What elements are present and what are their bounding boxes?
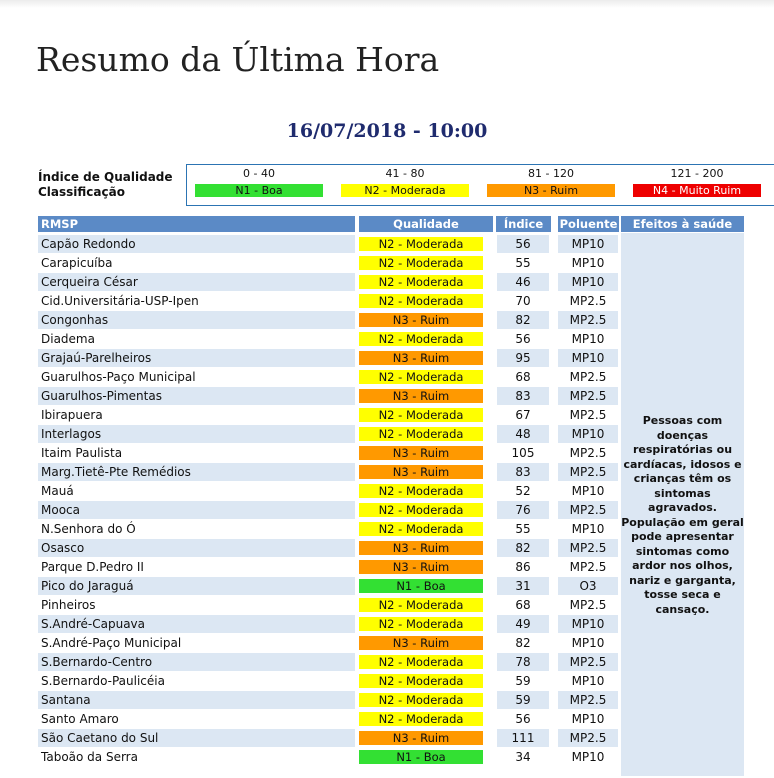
quality-cell	[358, 406, 488, 424]
quality-badge: N2 - Moderada	[359, 408, 483, 422]
quality-badge: N2 - Moderada	[359, 294, 483, 308]
pollutant-value: MP10	[558, 235, 618, 253]
pollutant-value: MP10	[558, 425, 618, 443]
quality-cell	[358, 254, 488, 272]
station-name: Interlagos	[38, 425, 355, 443]
legend-range-3: 81 - 120	[528, 167, 574, 180]
pollutant-value: MP2.5	[558, 463, 618, 481]
station-name: Mauá	[38, 482, 355, 500]
station-name: São Caetano do Sul	[38, 729, 355, 747]
quality-cell	[358, 273, 488, 291]
quality-cell	[358, 672, 488, 690]
quality-badge: N1 - Boa	[359, 579, 483, 593]
station-name: N.Senhora do Ó	[38, 520, 355, 538]
quality-badge: N2 - Moderada	[359, 370, 483, 384]
legend-range-4: 121 - 200	[670, 167, 724, 180]
station-name: Osasco	[38, 539, 355, 557]
station-name: Taboão da Serra	[38, 748, 355, 766]
pollutant-value: MP2.5	[558, 406, 618, 424]
station-name: Ibirapuera	[38, 406, 355, 424]
station-name: Carapicuíba	[38, 254, 355, 272]
station-name: Itaim Paulista	[38, 444, 355, 462]
index-value: 83	[497, 387, 549, 405]
quality-cell	[358, 539, 488, 557]
pollutant-value: MP2.5	[558, 691, 618, 709]
pollutant-value: MP2.5	[558, 368, 618, 386]
station-name: S.André-Capuava	[38, 615, 355, 633]
pollutant-value: MP2.5	[558, 558, 618, 576]
legend-label-index: Índice de Qualidade	[38, 170, 173, 184]
index-value: 56	[497, 235, 549, 253]
station-name: Diadema	[38, 330, 355, 348]
quality-cell	[358, 235, 488, 253]
header-station[interactable]: RMSP	[38, 216, 355, 232]
legend-label	[38, 170, 173, 200]
index-value: 86	[497, 558, 549, 576]
index-value: 82	[497, 634, 549, 652]
station-name: S.Bernardo-Centro	[38, 653, 355, 671]
station-name: Cerqueira César	[38, 273, 355, 291]
quality-badge: N3 - Ruim	[359, 313, 483, 327]
quality-cell	[358, 596, 488, 614]
pollutant-value: MP2.5	[558, 653, 618, 671]
station-name: Guarulhos-Paço Municipal	[38, 368, 355, 386]
quality-badge: N3 - Ruim	[359, 560, 483, 574]
header-health-effects[interactable]: Efeitos à saúde	[621, 216, 744, 232]
pollutant-value: MP2.5	[558, 501, 618, 519]
pollutant-value: MP10	[558, 254, 618, 272]
health-effects-cell	[621, 233, 744, 776]
quality-badge: N2 - Moderada	[359, 617, 483, 631]
index-value: 55	[497, 254, 549, 272]
pollutant-value: MP2.5	[558, 539, 618, 557]
index-value: 68	[497, 368, 549, 386]
index-value: 68	[497, 596, 549, 614]
index-value: 49	[497, 615, 549, 633]
quality-cell	[358, 482, 488, 500]
station-name: Congonhas	[38, 311, 355, 329]
pollutant-value: MP10	[558, 520, 618, 538]
index-value: 48	[497, 425, 549, 443]
station-name: Parque D.Pedro II	[38, 558, 355, 576]
quality-cell	[358, 425, 488, 443]
index-value: 56	[497, 330, 549, 348]
quality-legend	[186, 164, 774, 206]
header-quality[interactable]: Qualidade	[359, 216, 493, 232]
legend-range-2: 41 - 80	[385, 167, 425, 180]
quality-badge: N3 - Ruim	[359, 731, 483, 745]
index-value: 55	[497, 520, 549, 538]
index-value: 59	[497, 672, 549, 690]
index-value: 82	[497, 539, 549, 557]
pollutant-value: MP2.5	[558, 292, 618, 310]
quality-cell	[358, 292, 488, 310]
legend-class-n1: N1 - Boa	[195, 184, 323, 197]
page-title: Resumo da Última Hora	[36, 40, 440, 79]
station-name: Santana	[38, 691, 355, 709]
pollutant-value: MP10	[558, 615, 618, 633]
index-value: 46	[497, 273, 549, 291]
index-value: 52	[497, 482, 549, 500]
header-pollutant[interactable]: Poluente	[559, 217, 618, 231]
pollutant-value: MP10	[558, 482, 618, 500]
quality-cell	[358, 463, 488, 481]
quality-cell	[358, 520, 488, 538]
station-name: S.André-Paço Municipal	[38, 634, 355, 652]
quality-cell	[358, 748, 488, 766]
header-index[interactable]: Índice	[496, 216, 551, 232]
station-name: Marg.Tietê-Pte Remédios	[38, 463, 355, 481]
pollutant-value: MP10	[558, 748, 618, 766]
quality-badge: N2 - Moderada	[359, 598, 483, 612]
station-name: Pinheiros	[38, 596, 355, 614]
quality-cell	[358, 577, 488, 595]
quality-cell	[358, 311, 488, 329]
quality-cell	[358, 634, 488, 652]
legend-label-classification: Classificação	[38, 185, 125, 199]
quality-badge: N2 - Moderada	[359, 693, 483, 707]
quality-cell	[358, 368, 488, 386]
station-name: S.Bernardo-Paulicéia	[38, 672, 355, 690]
quality-cell	[358, 729, 488, 747]
legend-class-n4: N4 - Muito Ruim	[633, 184, 761, 197]
index-value: 82	[497, 311, 549, 329]
pollutant-value: MP10	[558, 710, 618, 728]
index-value: 105	[497, 444, 549, 462]
quality-badge: N2 - Moderada	[359, 332, 483, 346]
pollutant-value: MP2.5	[558, 444, 618, 462]
quality-cell	[358, 653, 488, 671]
report-datetime: 16/07/2018 - 10:00	[286, 120, 488, 142]
station-name: Grajaú-Parelheiros	[38, 349, 355, 367]
index-value: 67	[497, 406, 549, 424]
legend-class-n3: N3 - Ruim	[487, 184, 615, 197]
pollutant-value: MP2.5	[558, 311, 618, 329]
pollutant-value: MP10	[558, 349, 618, 367]
pollutant-value: O3	[558, 577, 618, 595]
quality-badge: N2 - Moderada	[359, 237, 483, 251]
index-value: 59	[497, 691, 549, 709]
quality-badge: N2 - Moderada	[359, 712, 483, 726]
index-value: 95	[497, 349, 549, 367]
quality-badge: N2 - Moderada	[359, 275, 483, 289]
quality-cell	[358, 387, 488, 405]
station-name: Guarulhos-Pimentas	[38, 387, 355, 405]
pollutant-value: MP2.5	[558, 387, 618, 405]
top-shadow-band	[0, 0, 774, 8]
pollutant-value: MP2.5	[558, 729, 618, 747]
quality-badge: N2 - Moderada	[359, 484, 483, 498]
quality-badge: N3 - Ruim	[359, 351, 483, 365]
station-name: Pico do Jaraguá	[38, 577, 355, 595]
quality-cell	[358, 691, 488, 709]
legend-class-n2: N2 - Moderada	[341, 184, 469, 197]
quality-badge: N3 - Ruim	[359, 389, 483, 403]
quality-cell	[358, 330, 488, 348]
health-effects-text: Pessoas com doenças respiratórias ou cardíacas, idosos e crianças têm os sintomas agravados. População em geral pode apresentar sintomas como ardor nos olhos, nariz e garganta, tosse seca e cansaço.	[621, 414, 744, 616]
index-value: 111	[497, 729, 549, 747]
station-name: Santo Amaro	[38, 710, 355, 728]
pollutant-value: MP10	[558, 672, 618, 690]
index-value: 76	[497, 501, 549, 519]
quality-badge: N2 - Moderada	[359, 503, 483, 517]
index-value: 78	[497, 653, 549, 671]
quality-cell	[358, 558, 488, 576]
quality-badge: N1 - Boa	[359, 750, 483, 764]
station-name: Capão Redondo	[38, 235, 355, 253]
quality-badge: N2 - Moderada	[359, 655, 483, 669]
pollutant-value: MP10	[558, 330, 618, 348]
quality-cell	[358, 615, 488, 633]
quality-badge: N3 - Ruim	[359, 636, 483, 650]
pollutant-value: MP10	[558, 273, 618, 291]
index-value: 34	[497, 748, 549, 766]
pollutant-value: MP10	[558, 634, 618, 652]
index-value: 56	[497, 710, 549, 728]
quality-badge: N3 - Ruim	[359, 541, 483, 555]
index-value: 83	[497, 463, 549, 481]
quality-badge: N3 - Ruim	[359, 465, 483, 479]
quality-cell	[358, 444, 488, 462]
quality-cell	[358, 710, 488, 728]
quality-badge: N2 - Moderada	[359, 522, 483, 536]
quality-cell	[358, 349, 488, 367]
quality-cell	[358, 501, 488, 519]
quality-badge: N3 - Ruim	[359, 446, 483, 460]
index-value: 70	[497, 292, 549, 310]
quality-badge: N2 - Moderada	[359, 674, 483, 688]
legend-range-1: 0 - 40	[243, 167, 275, 180]
station-name: Cid.Universitária-USP-Ipen	[38, 292, 355, 310]
index-value: 31	[497, 577, 549, 595]
quality-badge: N2 - Moderada	[359, 427, 483, 441]
station-name: Mooca	[38, 501, 355, 519]
pollutant-value: MP2.5	[558, 596, 618, 614]
quality-badge: N2 - Moderada	[359, 256, 483, 270]
